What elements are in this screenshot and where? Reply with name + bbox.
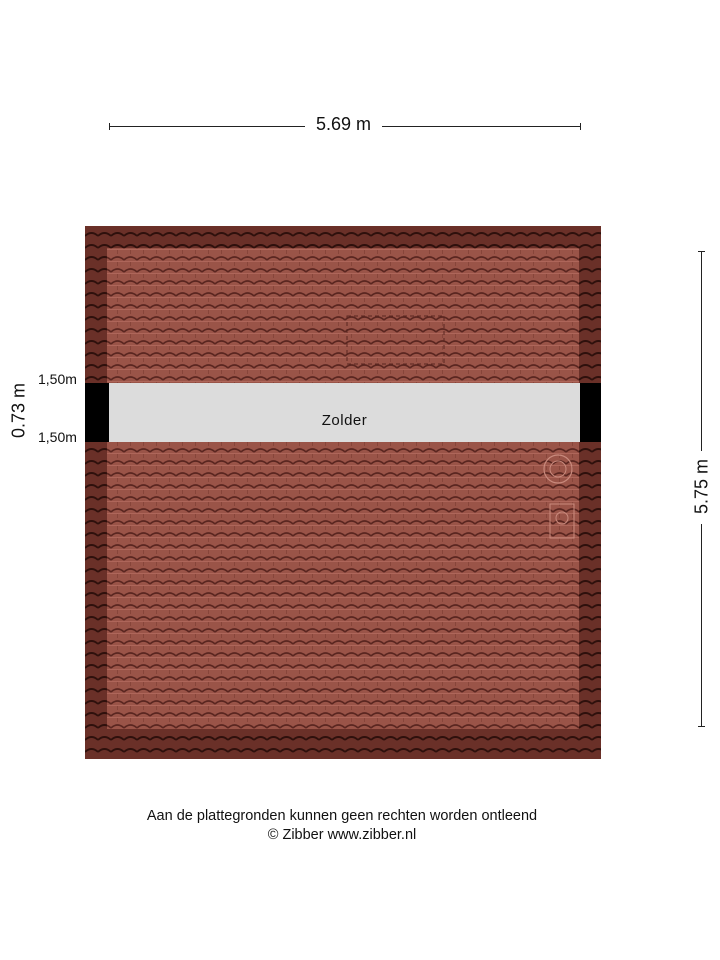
wall-left: [85, 383, 109, 442]
dimension-line-width-left: [109, 126, 305, 127]
footer-disclaimer: Aan de plattegronden kunnen geen rechten worden ontleend: [146, 808, 538, 824]
roof-surface: [107, 248, 579, 729]
roof-tiles: [85, 226, 601, 759]
dimension-opening-label: 0.73 m: [8, 382, 29, 439]
footer: [0, 807, 684, 845]
dimension-width-label: 5.69 m: [315, 114, 372, 134]
wall-right: [580, 383, 601, 442]
dimension-line-depth-bottom: [701, 524, 702, 726]
dimension-tick: [109, 123, 110, 130]
dimension-line-depth-top: [701, 251, 702, 451]
height-label-bottom: 1,50m: [38, 429, 77, 445]
dimension-tick: [698, 726, 705, 727]
dimension-tick: [580, 123, 581, 130]
footer-credit: © Zibber www.zibber.nl: [267, 827, 417, 843]
room-label: Zolder: [321, 412, 368, 429]
dimension-line-width-right: [382, 126, 580, 127]
dimension-depth-label: 5.75 m: [691, 458, 712, 515]
height-label-top: 1,50m: [38, 371, 77, 387]
